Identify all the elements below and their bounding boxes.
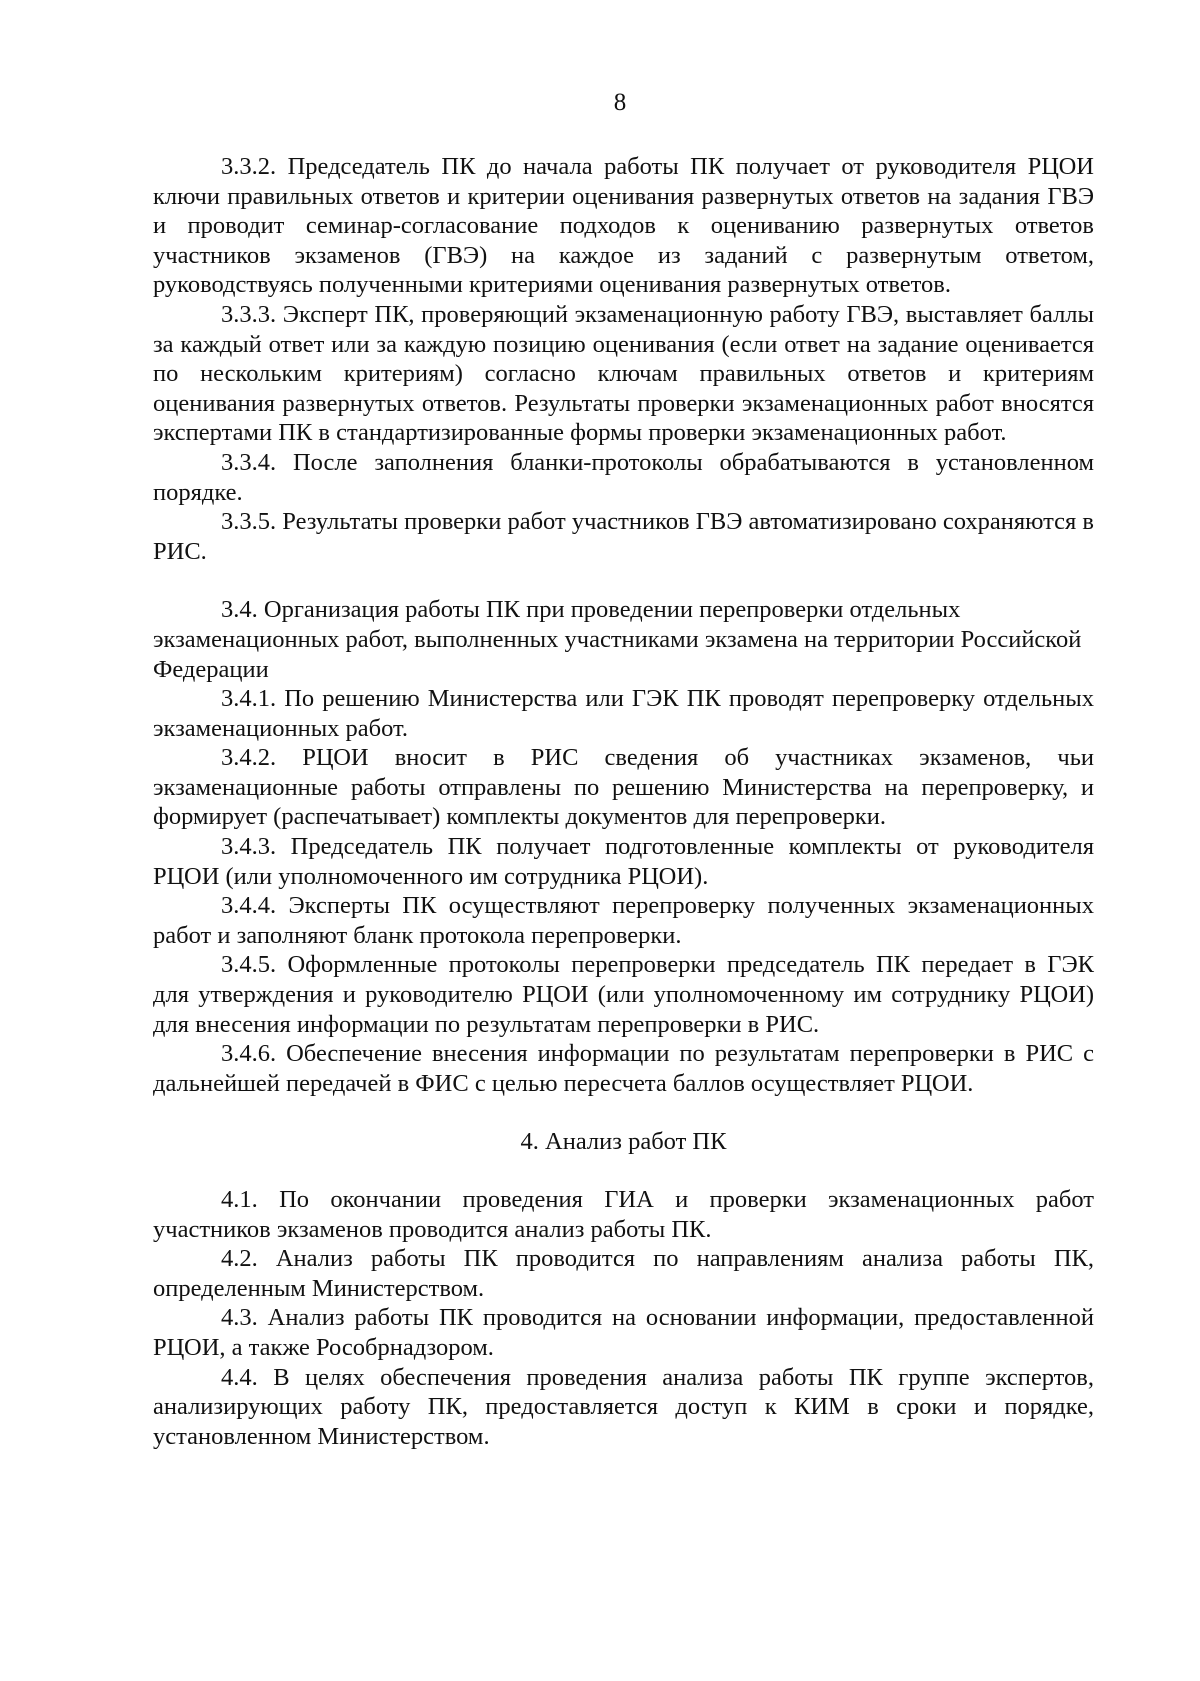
paragraph-4-3: 4.3. Анализ работы ПК проводится на основании информации, предоставленной РЦОИ, а также Рособрнадзором.	[153, 1304, 1094, 1361]
paragraph-3-4-2: 3.4.2. РЦОИ вносит в РИС сведения об участниках экзаменов, чьи экзаменационные работы отправлены по решению Министерства на перепроверку, и формирует (распечатывает) комплекты документов для перепроверки.	[153, 744, 1094, 831]
paragraph-3-4-1: 3.4.1. По решению Министерства или ГЭК ПК проводят перепроверку отдельных экзаменационных работ.	[153, 685, 1094, 742]
paragraph-3-3-3: 3.3.3. Эксперт ПК, проверяющий экзаменационную работу ГВЭ, выставляет баллы за каждый ответ или за каждую позицию оценивания (если ответ на задание оценивается по нескольким критериям) согласно ключам правильных ответов и критериям оценивания развернутых ответов. Результаты проверки экзаменационных работ вносятся экспертами ПК в стандартизированные формы проверки экзаменационных работ.	[153, 300, 1094, 447]
section-4-heading: 4. Анализ работ ПК	[520, 1128, 727, 1156]
paragraph-3-4-3: 3.4.3. Председатель ПК получает подготовленные комплекты от руководителя РЦОИ (или уполномоченного им сотрудника РЦОИ).	[153, 833, 1094, 890]
document-body	[153, 152, 1094, 1451]
paragraph-3-3-2: 3.3.2. Председатель ПК до начала работы ПК получает от руководителя РЦОИ ключи правильных ответов и критерии оценивания развернутых ответов на задания ГВЭ и проводит семинар-согласование подходов к оцениванию развернутых ответов участников экзаменов (ГВЭ) на каждое из заданий с развернутым ответом, руководствуясь полученными критериями оценивания развернутых ответов.	[153, 153, 1094, 299]
paragraph-3-3-5: 3.3.5. Результаты проверки работ участников ГВЭ автоматизировано сохраняются в РИС.	[153, 508, 1094, 565]
section-3-4-title: 3.4. Организация работы ПК при проведении перепроверки отдельных экзаменационных работ, выполненных участниками экзамена на территории Российской Федерации	[153, 596, 1082, 683]
paragraph-3-4-6: 3.4.6. Обеспечение внесения информации по результатам перепроверки в РИС с дальнейшей передачей в ФИС с целью пересчета баллов осуществляет РЦОИ.	[153, 1040, 1094, 1097]
paragraph-4-4: 4.4. В целях обеспечения проведения анализа работы ПК группе экспертов, анализирующих работу ПК, предоставляется доступ к КИМ в сроки и порядке, установленном Министерством.	[153, 1363, 1094, 1450]
paragraph-3-3-4: 3.3.4. После заполнения бланки-протоколы обрабатываются в установленном порядке.	[153, 448, 1094, 506]
page-number: 8	[613, 89, 627, 116]
paragraph-4-2: 4.2. Анализ работы ПК проводится по направлениям анализа работы ПК, определенным Министерством.	[153, 1245, 1094, 1302]
paragraph-3-4-4: 3.4.4. Эксперты ПК осуществляют перепроверку полученных экзаменационных работ и заполняют бланк протокола перепроверки.	[153, 892, 1094, 949]
paragraph-4-1: 4.1. По окончании проведения ГИА и проверки экзаменационных работ участников экзаменов проводится анализ работы ПК.	[153, 1186, 1094, 1243]
paragraph-3-4-5: 3.4.5. Оформленные протоколы перепроверки председатель ПК передает в ГЭК для утверждения и руководителю РЦОИ (или уполномоченному им сотруднику РЦОИ) для внесения информации по результатам перепроверки в РИС.	[153, 951, 1094, 1038]
